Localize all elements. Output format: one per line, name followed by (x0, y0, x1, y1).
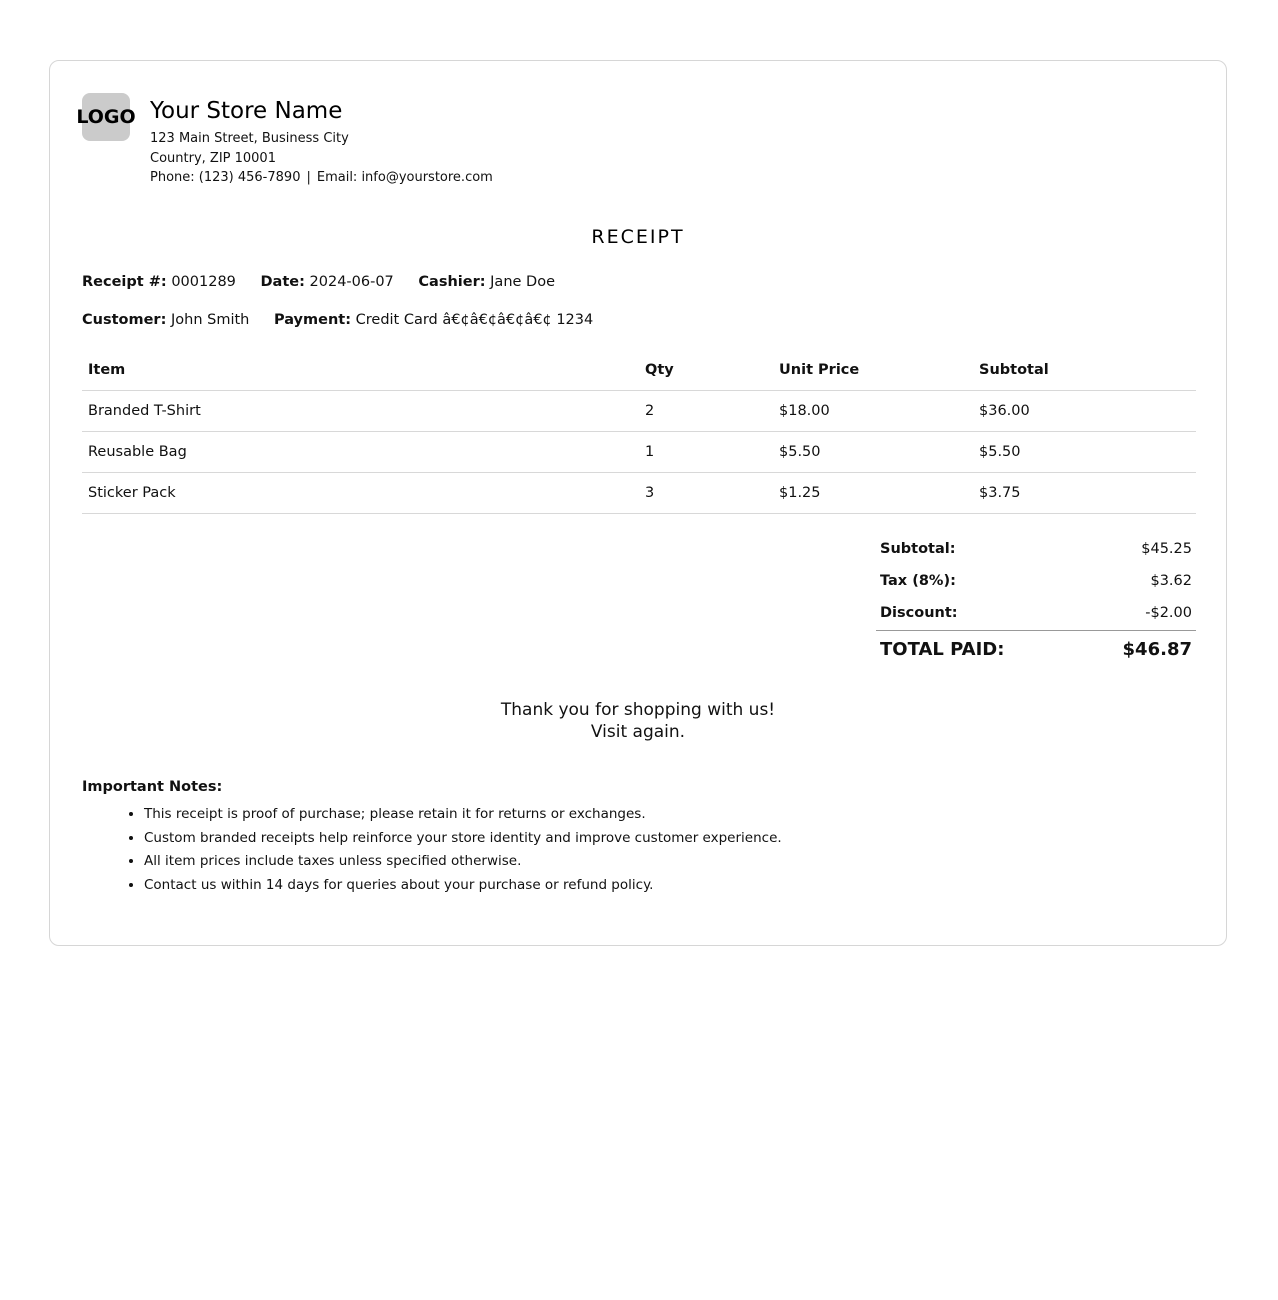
column-header-subtotal: Subtotal (973, 350, 1196, 391)
store-name: Your Store Name (150, 98, 343, 124)
receipt-number: 0001289 (171, 274, 236, 290)
column-header-item: Item (82, 350, 639, 391)
cashier-field (418, 274, 555, 290)
notes-list (82, 803, 782, 897)
customer-name: John Smith (171, 312, 250, 328)
tax-label: Tax (8%): (880, 573, 956, 589)
list-item: • Contact us within 14 days for queries about your purchase or refund policy. (144, 874, 782, 898)
store-contact (150, 168, 493, 188)
important-notes (82, 779, 782, 897)
items-table (82, 350, 1196, 514)
tax-value: $3.62 (1150, 573, 1192, 589)
list-item: • This receipt is proof of purchase; please retain it for returns or exchanges. (144, 803, 782, 827)
receipt-meta-row1 (82, 274, 575, 290)
thank-you-line1: Thank you for shopping with us! (500, 700, 776, 720)
cashier-label: Cashier: (418, 274, 486, 290)
item-unit-price: $5.50 (773, 432, 973, 473)
table-row (82, 473, 1196, 514)
item-name: Branded T-Shirt (82, 391, 639, 432)
total-label: TOTAL PAID: (880, 638, 1005, 660)
store-header (150, 97, 493, 188)
payment-label: Payment: (273, 312, 352, 328)
store-address-line1: 123 Main Street, Business City (150, 131, 349, 146)
payment-field (274, 312, 593, 328)
customer-label: Customer: (82, 312, 167, 328)
contact-separator: | (306, 170, 311, 185)
store-address-line2: Country, ZIP 10001 (150, 150, 276, 166)
discount-label: Discount: (880, 605, 958, 621)
table-row (82, 391, 1196, 432)
total-row (876, 630, 1196, 667)
column-header-qty: Qty (639, 350, 773, 391)
notes-title: Important Notes: (82, 779, 223, 795)
list-item: • Custom branded receipts help reinforce your store identity and improve customer experience. (144, 827, 782, 851)
item-name: Sticker Pack (82, 473, 639, 514)
table-row (82, 432, 1196, 473)
payment-method: Credit Card â€¢â€¢â€¢â€¢ 1234 (355, 312, 594, 328)
item-subtotal: $3.75 (973, 473, 1196, 514)
receipt-date-field (261, 274, 394, 290)
tax-row (876, 565, 1196, 597)
item-unit-price: $1.25 (773, 473, 973, 514)
discount-value: -$2.00 (1145, 605, 1192, 621)
subtotal-row (876, 533, 1196, 565)
store-email: Email: info@yourstore.com (316, 170, 493, 185)
item-subtotal: $36.00 (973, 391, 1196, 432)
thank-you-line2: Visit again. (590, 722, 686, 742)
totals-summary (876, 533, 1196, 667)
total-value: $46.87 (1122, 638, 1192, 660)
receipt-meta-row2 (82, 312, 613, 328)
item-qty: 1 (639, 432, 773, 473)
table-header-row (82, 350, 1196, 391)
store-phone: Phone: (123) 456-7890 (150, 170, 301, 185)
subtotal-label: Subtotal: (880, 541, 956, 557)
store-logo: LOGO (82, 93, 130, 141)
thank-you-message (50, 699, 1226, 743)
customer-field (82, 312, 249, 328)
column-header-unit-price: Unit Price (773, 350, 973, 391)
receipt-date: 2024-06-07 (309, 274, 394, 290)
receipt-date-label: Date: (260, 274, 305, 290)
item-name: Reusable Bag (82, 432, 639, 473)
subtotal-value: $45.25 (1141, 541, 1192, 557)
receipt-number-field (82, 274, 236, 290)
cashier-name: Jane Doe (490, 274, 555, 290)
item-subtotal: $5.50 (973, 432, 1196, 473)
receipt-number-label: Receipt #: (82, 274, 167, 290)
list-item: • All item prices include taxes unless specified otherwise. (144, 850, 782, 874)
item-qty: 2 (639, 391, 773, 432)
discount-row (876, 597, 1196, 629)
item-unit-price: $18.00 (773, 391, 973, 432)
receipt-title: RECEIPT (591, 226, 685, 248)
receipt-card (49, 60, 1227, 946)
item-qty: 3 (639, 473, 773, 514)
